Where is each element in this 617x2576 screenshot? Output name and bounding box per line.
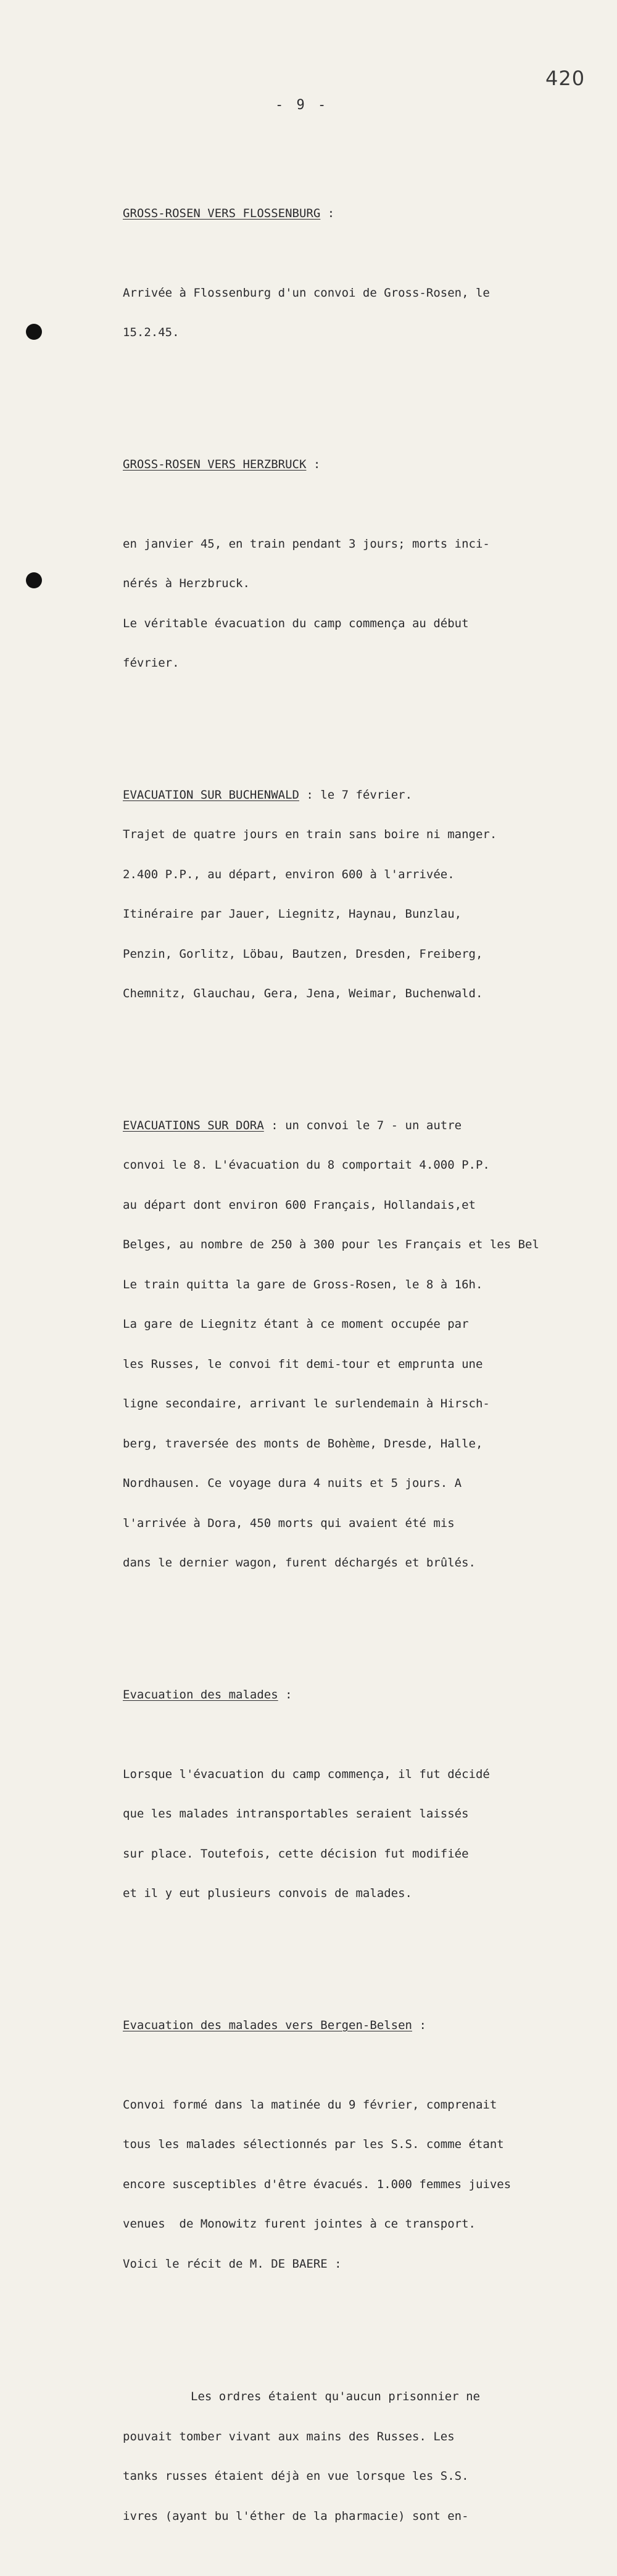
text-line: Le véritable évacuation du camp commença au début xyxy=(123,616,469,630)
section-malades-bergen-belsen: Evacuation des malades vers Bergen-Belsen : Convoi formé dans la matinée du 9 février, comprenait tous les malades sélectionnés par les S.S. comme étant encore susceptibles d'être évacués. 1.000 femmes juives venues de Monowitz furent jointes à ce transport. Voici le récit de M. DE BAERE : xyxy=(123,1993,567,2298)
page-number: 420 xyxy=(545,67,586,90)
text-line: que les malades intransportables seraient laissés xyxy=(123,1807,469,1821)
text-line: en janvier 45, en train pendant 3 jours; morts inci- xyxy=(123,537,490,551)
section-heading: GROSS-ROSEN VERS HERZBRUCK xyxy=(123,457,307,471)
text-line: les Russes, le convoi fit demi-tour et emprunta une xyxy=(123,1357,483,1371)
section-gross-rosen-flossenburg: GROSS-ROSEN VERS FLOSSENBURG : Arrivée à Flossenburg d'un convoi de Gross-Rosen, le 15.2.45. xyxy=(123,181,567,366)
text-line: 2.400 P.P., au départ, environ 600 à l'arrivée. xyxy=(123,867,455,881)
text-line: ligne secondaire, arrivant le surlendemain à Hirsch- xyxy=(123,1397,490,1410)
text-line: berg, traversée des monts de Bohème, Dresde, Halle, xyxy=(123,1436,483,1451)
document-body xyxy=(123,141,567,2576)
text-line xyxy=(123,1728,567,1742)
text-line: La gare de Liegnitz étant à ce moment occupée par xyxy=(123,1317,469,1331)
text-line: encore susceptibles d'être évacués. 1.000 femmes juives xyxy=(123,2177,511,2191)
text-line: convoi le 8. L'évacuation du 8 comportait 4.000 P.P. xyxy=(123,1158,490,1172)
text-line: tanks russes étaient déjà en vue lorsque les S.S. xyxy=(123,2469,469,2483)
text-line xyxy=(123,247,567,260)
text-line: Nordhausen. Ce voyage dura 4 nuits et 5 jours. A xyxy=(123,1476,462,1490)
text-line: Penzin, Gorlitz, Löbau, Bautzen, Dresden, Freiberg, xyxy=(123,947,483,961)
text-line: ivres (ayant bu l'éther de la pharmacie) sont en- xyxy=(123,2509,469,2523)
text-line: tous les malades sélectionnés par les S.S. comme étant xyxy=(123,2138,504,2151)
text-line: Voici le récit de M. DE BAERE : xyxy=(123,2257,342,2271)
text-line: sur place. Toutefois, cette décision fut modifiée xyxy=(123,1846,469,1861)
folio-number: - 9 - xyxy=(275,97,329,113)
section-heading: GROSS-ROSEN VERS FLOSSENBURG xyxy=(123,206,321,220)
text-line: 15.2.45. xyxy=(123,326,180,339)
text-line xyxy=(123,2059,567,2072)
section-heading: EVACUATIONS SUR DORA xyxy=(123,1118,264,1132)
text-line: Chemnitz, Glauchau, Gera, Jena, Weimar, Buchenwald. xyxy=(123,987,483,1000)
text-line xyxy=(123,498,567,511)
punch-hole-bottom xyxy=(26,572,42,588)
text-line: nérés à Herzbruck. xyxy=(123,577,250,590)
text-line: venues de Monowitz furent jointes à ce transport. xyxy=(123,2217,476,2231)
section-evacuations-dora: EVACUATIONS SUR DORA : un convoi le 7 - un autre convoi le 8. L'évacuation du 8 comportait 4.000 P.P. au départ dont environ 600 Français, Hollandais,et Belges, au nombre de 250 à 300 pour les Français et les Bel Le train quitta la gare de Gross-Rosen, le 8 à 16h. La gare de Liegnitz étant à ce moment occupée par les Russes, le convoi fit demi-tour et emprunta une ligne secondaire, arrivant le surlendemain à Hirsch- berg, traversée des monts de Bohème, Dresde, Halle, Nordhausen. Ce voyage dura 4 nuits et 5 jours. A l'arrivée à Dora, 450 morts qui avaient été mis dans le dernier wagon, furent déchargés et brûlés. xyxy=(123,1093,567,1597)
section-heading: Evacuation des malades xyxy=(123,1687,278,1702)
text-line: l'arrivée à Dora, 450 morts qui avaient été mis xyxy=(123,1516,455,1530)
text-line: Les ordres étaient qu'aucun prisonnier ne xyxy=(191,2390,480,2403)
section-evacuation-buchenwald: EVACUATION SUR BUCHENWALD : le 7 février. Trajet de quatre jours en train sans boire ni manger. 2.400 P.P., au départ, environ 600 à l'arrivée. Itinéraire par Jauer, Liegnitz, Haynau, Bunzlau, Penzin, Gorlitz, Löbau, Bautzen, Dresden, Freiberg, Chemnitz, Glauchau, Gera, Jena, Weimar, Buchenwald. xyxy=(123,762,567,1027)
section-evacuation-malades: Evacuation des malades : Lorsque l'évacuation du camp commença, il fut décidé que les malades intransportables seraient laissés sur place. Toutefois, cette décision fut modifiée et il y eut plusieurs convois de malades. xyxy=(123,1662,567,1927)
text-line: février. xyxy=(123,656,180,670)
text-line: Belges, au nombre de 250 à 300 pour les Français et les Bel xyxy=(123,1238,539,1251)
section-gross-rosen-herzbruck: GROSS-ROSEN VERS HERZBRUCK : en janvier 45, en train pendant 3 jours; morts inci- nérés à Herzbruck. Le véritable évacuation du camp commença au début février. xyxy=(123,432,567,697)
section-heading: EVACUATION SUR BUCHENWALD xyxy=(123,788,299,802)
closing-paragraph xyxy=(123,2364,567,2549)
text-line: Convoi formé dans la matinée du 9 février, comprenait xyxy=(123,2097,497,2112)
punch-hole-top xyxy=(26,324,42,340)
text-line: Arrivée à Flossenburg d'un convoi de Gross-Rosen, le xyxy=(123,286,490,300)
section-heading: Evacuation des malades vers Bergen-Belsen xyxy=(123,2018,412,2032)
text-line: Le train quitta la gare de Gross-Rosen, le 8 à 16h. xyxy=(123,1277,483,1291)
text-line: Trajet de quatre jours en train sans boire ni manger. xyxy=(123,828,497,841)
text-line: Itinéraire par Jauer, Liegnitz, Haynau, Bunzlau, xyxy=(123,907,462,921)
text-line: au départ dont environ 600 Français, Hollandais,et xyxy=(123,1198,476,1212)
text-line: pouvait tomber vivant aux mains des Russes. Les xyxy=(123,2429,455,2443)
text-line: dans le dernier wagon, furent déchargés et brûlés. xyxy=(123,1556,476,1570)
text-line: et il y eut plusieurs convois de malades. xyxy=(123,1887,412,1900)
text-line: Lorsque l'évacuation du camp commença, il fut décidé xyxy=(123,1767,490,1781)
